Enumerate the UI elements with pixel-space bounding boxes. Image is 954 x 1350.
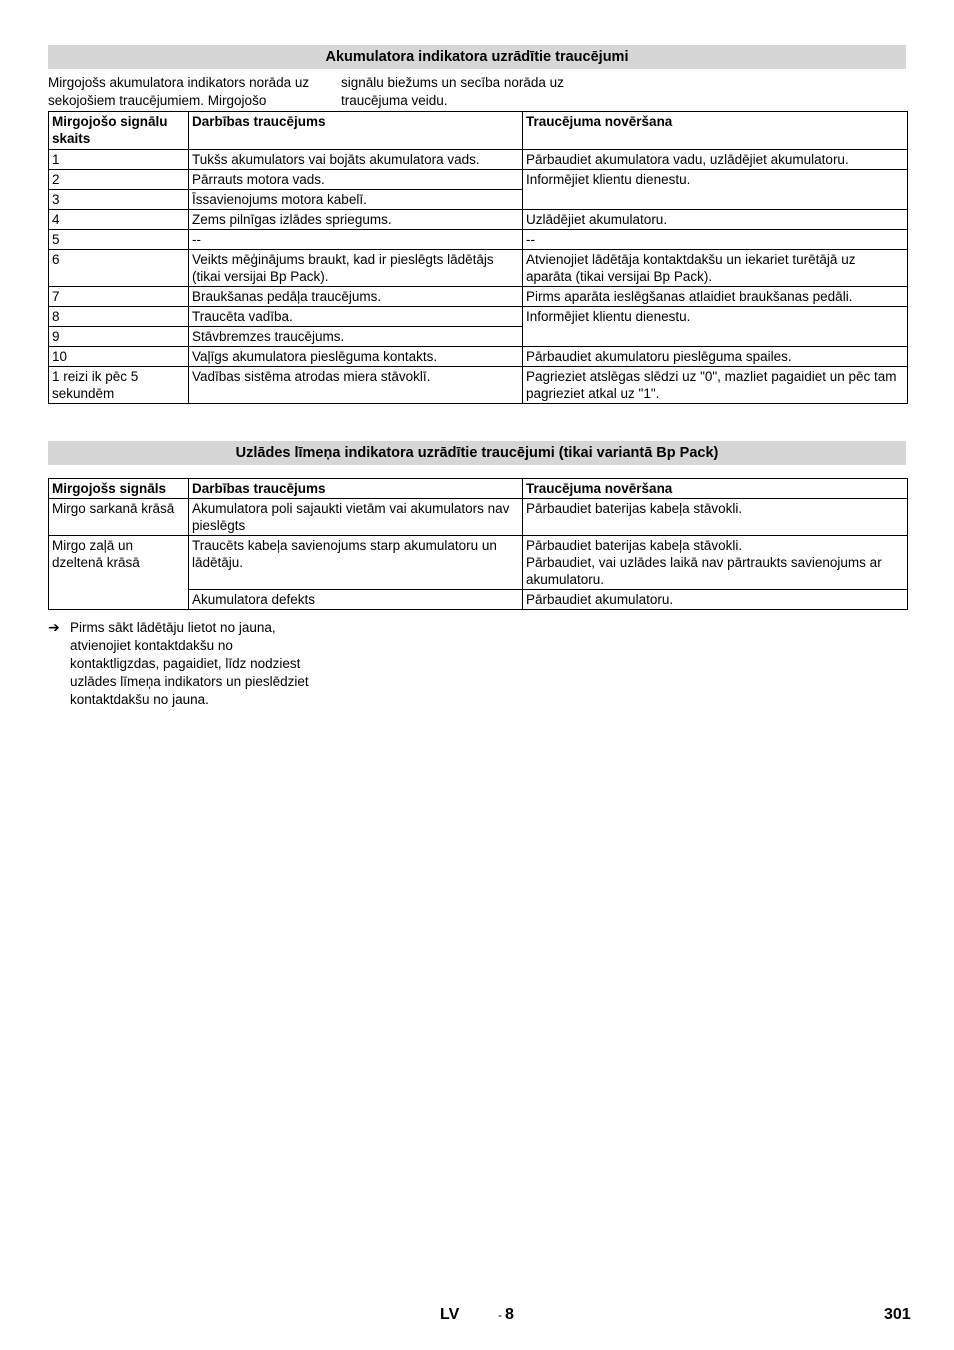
table-row [49,230,908,250]
section-title-charge-level-faults: Uzlādes līmeņa indikatora uzrādītie traucējumi (tikai variantā Bp Pack) [48,441,906,465]
table-row [49,367,908,404]
cell-count: 3 [49,190,189,210]
header-remedy: Traucējuma novēršana [523,112,908,150]
table-row [49,347,908,367]
arrow-right-icon: ➔ [48,619,60,635]
cell-remedy: Pārbaudiet akumulatoru. [523,590,908,610]
cell-count: 7 [49,287,189,307]
table-header-row [49,479,908,499]
cell-fault: Tukšs akumulators vai bojāts akumulatora vads. [189,150,523,170]
cell-fault: Veikts mēģinājums braukt, kad ir pieslēgts lādētājs (tikai versijai Bp Pack). [189,250,523,287]
header-malfunction: Darbības traucējums [189,479,523,499]
cell-remedy: Pārbaudiet akumulatora vadu, uzlādējiet akumulatoru. [523,150,908,170]
note-text: Pirms sākt lādētāju lietot no jauna, atvienojiet kontaktdakšu no kontaktligzdas, pagaidiet, līdz nodziest uzlādes līmeņa indikators un pieslēdziet kontaktdakšu no jauna. [70,620,309,707]
cell-count: 8 [49,307,189,327]
footer-page-number: 301 [884,1306,911,1323]
cell-fault: Vadības sistēma atrodas miera stāvoklī. [189,367,523,404]
table-row [49,499,908,536]
intro-text-left: Mirgojošs akumulatora indikators norāda uz sekojošiem traucējumiem. Mirgojošo [48,75,310,108]
intro-text-right: signālu biežums un secība norāda uz traucējuma veidu. [341,75,564,108]
table-row [49,210,908,230]
cell-fault: Akumulatora poli sajaukti vietām vai akumulators nav pieslēgts [189,499,523,536]
cell-count: 4 [49,210,189,230]
cell-count: 1 [49,150,189,170]
cell-fault: -- [189,230,523,250]
table-row [49,250,908,287]
battery-faults-table [48,111,908,404]
table-row [49,536,908,590]
cell-remedy: Pārbaudiet baterijas kabeļa stāvokli. Pārbaudiet, vai uzlādes laikā nav pārtraukts savienojums ar akumulatoru. [523,536,908,590]
cell-fault: Zems pilnīgas izlādes spriegums. [189,210,523,230]
cell-remedy: Atvienojiet lādētāja kontaktdakšu un iekariet turētājā uz aparāta (tikai versijai Bp Pack). [523,250,908,287]
cell-fault: Vaļīgs akumulatora pieslēguma kontakts. [189,347,523,367]
cell-count: 2 [49,170,189,190]
footer-section-page-number: 8 [505,1306,514,1323]
section-title-battery-faults: Akumulatora indikatora uzrādītie traucējumi [48,45,906,69]
cell-fault: Traucēts kabeļa savienojums starp akumulatoru un lādētāju. [189,536,523,590]
cell-fault: Akumulatora defekts [189,590,523,610]
cell-fault: Stāvbremzes traucējums. [189,327,523,347]
cell-remedy: Informējiet klientu dienestu. [523,307,908,347]
cell-remedy: Pārbaudiet baterijas kabeļa stāvokli. [523,499,908,536]
cell-count: 5 [49,230,189,250]
header-blink-count: Mirgojošo signālu skaits [49,112,189,150]
header-blink-signal: Mirgojošs signāls [49,479,189,499]
header-remedy: Traucējuma novēršana [523,479,908,499]
cell-fault: Pārrauts motora vads. [189,170,523,190]
cell-remedy: Informējiet klientu dienestu. [523,170,908,210]
cell-remedy: -- [523,230,908,250]
table-header-row [49,112,908,150]
cell-count: 9 [49,327,189,347]
cell-remedy: Pirms aparāta ieslēgšanas atlaidiet braukšanas pedāli. [523,287,908,307]
cell-signal: Mirgo sarkanā krāsā [49,499,189,536]
header-malfunction: Darbības traucējums [189,112,523,150]
table-row [49,287,908,307]
cell-fault: Īssavienojums motora kabelī. [189,190,523,210]
cell-count: 1 reizi ik pēc 5 sekundēm [49,367,189,404]
table-row [49,307,908,327]
cell-remedy: Pārbaudiet akumulatoru pieslēguma spailes. [523,347,908,367]
cell-signal: Mirgo zaļā un dzeltenā krāsā [49,536,189,610]
charge-level-faults-table [48,478,908,610]
footer-dash: - [498,1308,502,1322]
cell-fault: Braukšanas pedāļa traucējums. [189,287,523,307]
cell-count: 6 [49,250,189,287]
cell-remedy: Pagrieziet atslēgas slēdzi uz "0", mazliet pagaidiet un pēc tam pagrieziet atkal uz "1". [523,367,908,404]
table-row [49,150,908,170]
cell-count: 10 [49,347,189,367]
cell-remedy: Uzlādējiet akumulatoru. [523,210,908,230]
footer-language: LV [440,1306,460,1323]
cell-fault: Traucēta vadība. [189,307,523,327]
footer-section-page [498,1306,514,1324]
table-row [49,170,908,190]
